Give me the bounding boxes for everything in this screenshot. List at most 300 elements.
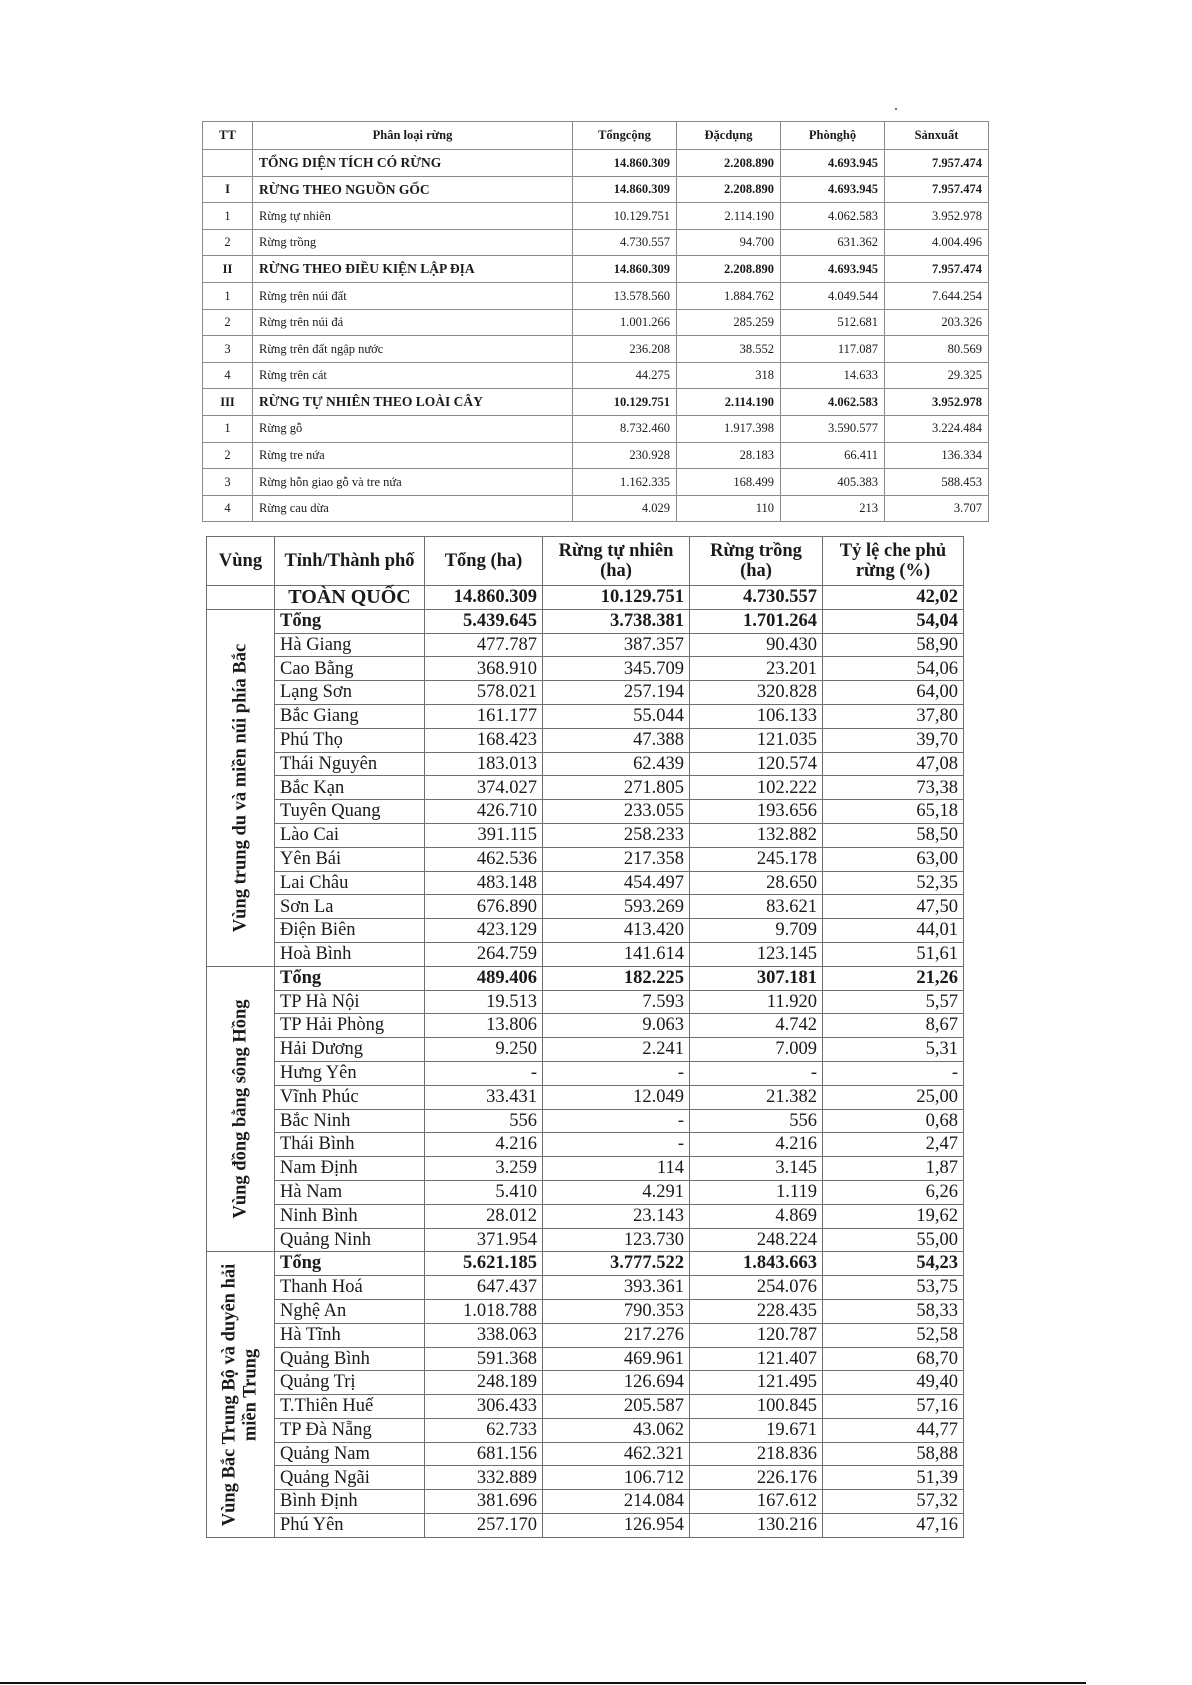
cell-cover: 51,39 (823, 1466, 964, 1490)
cell-planted: 23.201 (690, 657, 823, 681)
cell-planted: 106.133 (690, 704, 823, 728)
cell-protection: 4.062.583 (781, 203, 885, 230)
cell-cover: 39,70 (823, 728, 964, 752)
cell-natural: 2.241 (543, 1038, 690, 1062)
table-row (203, 362, 989, 389)
table-row (207, 1466, 964, 1490)
cell-total: 381.696 (425, 1490, 543, 1514)
cell-total: 489.406 (425, 966, 543, 990)
provincial-forest-cover-table (206, 536, 964, 1538)
cell-production: 3.952.978 (885, 389, 989, 416)
cell-cover: 52,35 (823, 871, 964, 895)
cell-planted: 307.181 (690, 966, 823, 990)
cell-natural: 62.439 (543, 752, 690, 776)
cell-cover: 8,67 (823, 1014, 964, 1038)
cell-protection: 4.049.544 (781, 282, 885, 309)
cell-special-use: 110 (677, 495, 781, 522)
cell-special-use: 2.114.190 (677, 203, 781, 230)
cell-total: 4.029 (573, 495, 677, 522)
cell-natural: 217.276 (543, 1323, 690, 1347)
cell-province: Bình Định (275, 1490, 425, 1514)
cell-planted: 228.435 (690, 1299, 823, 1323)
cell-natural: 10.129.751 (543, 586, 690, 610)
cell-province: Hoà Bình (275, 942, 425, 966)
cell-total: 230.928 (573, 442, 677, 469)
cell-total: 8.732.460 (573, 415, 677, 442)
cell-natural: 387.357 (543, 633, 690, 657)
table-row (203, 336, 989, 363)
cell-classification: Rừng tự nhiên (253, 203, 573, 230)
cell-natural: 790.353 (543, 1299, 690, 1323)
cell-natural: 462.321 (543, 1442, 690, 1466)
cell-province: Quảng Ninh (275, 1228, 425, 1252)
cell-total: 14.860.309 (573, 150, 677, 177)
cell-special-use: 2.114.190 (677, 389, 781, 416)
national-label: TOÀN QUỐC (275, 586, 425, 610)
cell-natural: 126.954 (543, 1514, 690, 1538)
cell-planted: 102.222 (690, 776, 823, 800)
cell-total: 483.148 (425, 871, 543, 895)
table-row (207, 1347, 964, 1371)
cell-cover: - (823, 1061, 964, 1085)
national-total-row (207, 586, 964, 610)
cell-tt: I (203, 176, 253, 203)
region-cell-empty (207, 586, 275, 610)
cell-province: Phú Thọ (275, 728, 425, 752)
cell-planted: 28.650 (690, 871, 823, 895)
cell-natural: 217.358 (543, 847, 690, 871)
table-row (207, 823, 964, 847)
cell-planted: 4.742 (690, 1014, 823, 1038)
cell-protection: 14.633 (781, 362, 885, 389)
cell-planted: 226.176 (690, 1466, 823, 1490)
cell-tt (203, 150, 253, 177)
cell-total: 374.027 (425, 776, 543, 800)
cell-total: 168.423 (425, 728, 543, 752)
cell-total: 426.710 (425, 800, 543, 824)
table-row (207, 1490, 964, 1514)
cell-natural: 23.143 (543, 1204, 690, 1228)
cell-cover: 19,62 (823, 1204, 964, 1228)
region-total-row (207, 966, 964, 990)
cell-cover: 65,18 (823, 800, 964, 824)
cell-cover: 54,23 (823, 1252, 964, 1276)
cell-protection: 405.383 (781, 469, 885, 496)
header-region: Vùng (207, 537, 275, 586)
cell-protection: 4.693.945 (781, 256, 885, 283)
header-special-use: Đặcdụng (677, 122, 781, 150)
cell-natural: 257.194 (543, 681, 690, 705)
cell-cover: 6,26 (823, 1180, 964, 1204)
cell-special-use: 285.259 (677, 309, 781, 336)
cell-classification: RỪNG TỰ NHIÊN THEO LOÀI CÂY (253, 389, 573, 416)
cell-tt: 3 (203, 336, 253, 363)
cell-cover: 47,08 (823, 752, 964, 776)
table-row (207, 1180, 964, 1204)
table-row (207, 942, 964, 966)
cell-total: 14.860.309 (425, 586, 543, 610)
table-row (203, 442, 989, 469)
cell-province: Phú Yên (275, 1514, 425, 1538)
cell-province: Hải Dương (275, 1038, 425, 1062)
table-row (207, 1014, 964, 1038)
cell-tt: III (203, 389, 253, 416)
cell-total: 647.437 (425, 1276, 543, 1300)
header-total-ha: Tổng (ha) (425, 537, 543, 586)
table-row (207, 657, 964, 681)
cell-province: Thái Nguyên (275, 752, 425, 776)
table-row (207, 1442, 964, 1466)
cell-cover: 63,00 (823, 847, 964, 871)
cell-cover: 2,47 (823, 1133, 964, 1157)
cell-total: 578.021 (425, 681, 543, 705)
cell-classification: Rừng cau dừa (253, 495, 573, 522)
cell-planted: 7.009 (690, 1038, 823, 1062)
cell-total: 5.439.645 (425, 609, 543, 633)
cell-province: Tuyên Quang (275, 800, 425, 824)
cell-cover: 47,16 (823, 1514, 964, 1538)
cell-planted: 123.145 (690, 942, 823, 966)
cell-total: 33.431 (425, 1085, 543, 1109)
cell-natural: 9.063 (543, 1014, 690, 1038)
header-tt: TT (203, 122, 253, 150)
cell-province: Lai Châu (275, 871, 425, 895)
table-row (207, 1395, 964, 1419)
cell-total: 161.177 (425, 704, 543, 728)
cell-planted: 556 (690, 1109, 823, 1133)
cell-province: Hưng Yên (275, 1061, 425, 1085)
cell-natural: 12.049 (543, 1085, 690, 1109)
table-row (207, 800, 964, 824)
cell-cover: 58,50 (823, 823, 964, 847)
cell-protection: 3.590.577 (781, 415, 885, 442)
cell-planted: 121.495 (690, 1371, 823, 1395)
cell-total: 477.787 (425, 633, 543, 657)
forest-classification-table (202, 121, 989, 522)
cell-planted: 254.076 (690, 1276, 823, 1300)
cell-natural: 3.738.381 (543, 609, 690, 633)
cell-natural: 233.055 (543, 800, 690, 824)
cell-total: 556 (425, 1109, 543, 1133)
cell-total: 5.621.185 (425, 1252, 543, 1276)
cell-production: 3.707 (885, 495, 989, 522)
cell-total: 1.162.335 (573, 469, 677, 496)
cell-planted: 100.845 (690, 1395, 823, 1419)
cell-natural: 3.777.522 (543, 1252, 690, 1276)
table-row (207, 704, 964, 728)
region-label-line: Vùng Bắc Trung Bộ và duyên hải (219, 1263, 240, 1526)
header-protection: Phònghộ (781, 122, 885, 150)
cell-production: 136.334 (885, 442, 989, 469)
cell-province: T.Thiên Huế (275, 1395, 425, 1419)
cell-natural: 114 (543, 1157, 690, 1181)
cell-production: 7.957.474 (885, 256, 989, 283)
cell-total: 462.536 (425, 847, 543, 871)
cell-planted: 120.574 (690, 752, 823, 776)
table-row (207, 1371, 964, 1395)
cell-province: Sơn La (275, 895, 425, 919)
cell-planted: 9.709 (690, 919, 823, 943)
cell-total: 236.208 (573, 336, 677, 363)
cell-natural: - (543, 1109, 690, 1133)
header-classification: Phân loại rừng (253, 122, 573, 150)
table-header-row (203, 122, 989, 150)
cell-special-use: 38.552 (677, 336, 781, 363)
cell-total: 338.063 (425, 1323, 543, 1347)
cell-special-use: 2.208.890 (677, 176, 781, 203)
section-row (203, 150, 989, 177)
cell-natural: 258.233 (543, 823, 690, 847)
table-row (207, 1299, 964, 1323)
cell-cover: 44,77 (823, 1418, 964, 1442)
cell-province: Hà Nam (275, 1180, 425, 1204)
cell-planted: 121.407 (690, 1347, 823, 1371)
cell-tt: 2 (203, 442, 253, 469)
cell-province: Nam Định (275, 1157, 425, 1181)
cell-planted: 120.787 (690, 1323, 823, 1347)
cell-cover: 64,00 (823, 681, 964, 705)
cell-planted: 320.828 (690, 681, 823, 705)
cell-natural: - (543, 1133, 690, 1157)
cell-natural: 469.961 (543, 1347, 690, 1371)
table-row (207, 752, 964, 776)
cell-total: - (425, 1061, 543, 1085)
cell-cover: 37,80 (823, 704, 964, 728)
cell-province: Tổng (275, 966, 425, 990)
region-total-row (207, 1252, 964, 1276)
cell-total: 332.889 (425, 1466, 543, 1490)
cell-protection: 4.693.945 (781, 150, 885, 177)
cell-province: Hà Giang (275, 633, 425, 657)
cell-production: 3.224.484 (885, 415, 989, 442)
cell-natural: 126.694 (543, 1371, 690, 1395)
cell-planted: 4.869 (690, 1204, 823, 1228)
table-row (207, 1228, 964, 1252)
table-row (203, 229, 989, 256)
header-natural-forest: Rừng tự nhiên (ha) (543, 537, 690, 586)
table-row (207, 1323, 964, 1347)
cell-cover: 25,00 (823, 1085, 964, 1109)
cell-cover: 57,32 (823, 1490, 964, 1514)
cell-total: 14.860.309 (573, 256, 677, 283)
table-row (207, 895, 964, 919)
table-row (207, 1038, 964, 1062)
cell-cover: 55,00 (823, 1228, 964, 1252)
cell-tt: II (203, 256, 253, 283)
cell-total: 19.513 (425, 990, 543, 1014)
cell-protection: 512.681 (781, 309, 885, 336)
cell-cover: 53,75 (823, 1276, 964, 1300)
cell-total: 44.275 (573, 362, 677, 389)
cell-province: Vĩnh Phúc (275, 1085, 425, 1109)
cell-classification: Rừng trên núi đá (253, 309, 573, 336)
cell-planted: 4.216 (690, 1133, 823, 1157)
cell-total: 391.115 (425, 823, 543, 847)
cell-province: Điện Biên (275, 919, 425, 943)
table-row (207, 633, 964, 657)
table-row (203, 203, 989, 230)
cell-special-use: 2.208.890 (677, 256, 781, 283)
cell-province: Tổng (275, 609, 425, 633)
cell-natural: 182.225 (543, 966, 690, 990)
cell-cover: 58,33 (823, 1299, 964, 1323)
cell-province: Nghệ An (275, 1299, 425, 1323)
table-row (203, 309, 989, 336)
cell-natural: 7.593 (543, 990, 690, 1014)
table-row (207, 776, 964, 800)
cell-natural: 413.420 (543, 919, 690, 943)
cell-province: TP Hải Phòng (275, 1014, 425, 1038)
cell-total: 9.250 (425, 1038, 543, 1062)
table-row (203, 415, 989, 442)
table-row (207, 1157, 964, 1181)
cell-total: 368.910 (425, 657, 543, 681)
cell-special-use: 2.208.890 (677, 150, 781, 177)
cell-total: 1.018.788 (425, 1299, 543, 1323)
cell-total: 423.129 (425, 919, 543, 943)
scan-speck (895, 108, 897, 110)
cell-production: 3.952.978 (885, 203, 989, 230)
cell-planted: - (690, 1061, 823, 1085)
region-label: Vùng trung du và miền núi phía Bắc (229, 643, 250, 932)
region-label-cell (207, 966, 275, 1252)
cell-province: Hà Tĩnh (275, 1323, 425, 1347)
cell-planted: 83.621 (690, 895, 823, 919)
header-total: Tổngcộng (573, 122, 677, 150)
cell-natural: 214.084 (543, 1490, 690, 1514)
header-production: Sảnxuất (885, 122, 989, 150)
region-label-line: miền Trung (240, 1348, 261, 1441)
cell-natural: 454.497 (543, 871, 690, 895)
cell-total: 62.733 (425, 1418, 543, 1442)
cell-total: 1.001.266 (573, 309, 677, 336)
cell-total: 28.012 (425, 1204, 543, 1228)
header-province: Tỉnh/Thành phố (275, 537, 425, 586)
cell-total: 10.129.751 (573, 389, 677, 416)
cell-planted: 132.882 (690, 823, 823, 847)
region-total-row (207, 609, 964, 633)
cell-protection: 4.693.945 (781, 176, 885, 203)
table-row (207, 1061, 964, 1085)
cell-total: 14.860.309 (573, 176, 677, 203)
region-label: Vùng đồng bằng sông Hồng (229, 999, 250, 1219)
cell-natural: 345.709 (543, 657, 690, 681)
cell-planted: 4.730.557 (690, 586, 823, 610)
cell-cover: 42,02 (823, 586, 964, 610)
table-row (207, 1514, 964, 1538)
cell-total: 10.129.751 (573, 203, 677, 230)
section-row (203, 389, 989, 416)
cell-special-use: 94.700 (677, 229, 781, 256)
cell-planted: 248.224 (690, 1228, 823, 1252)
cell-cover: 52,58 (823, 1323, 964, 1347)
cell-production: 7.957.474 (885, 176, 989, 203)
cell-natural: 271.805 (543, 776, 690, 800)
cell-total: 5.410 (425, 1180, 543, 1204)
cell-production: 7.957.474 (885, 150, 989, 177)
cell-cover: 68,70 (823, 1347, 964, 1371)
cell-cover: 5,57 (823, 990, 964, 1014)
cell-planted: 130.216 (690, 1514, 823, 1538)
cell-planted: 167.612 (690, 1490, 823, 1514)
section-row (203, 256, 989, 283)
cell-cover: 73,38 (823, 776, 964, 800)
cell-total: 306.433 (425, 1395, 543, 1419)
table-row (203, 282, 989, 309)
cell-planted: 90.430 (690, 633, 823, 657)
cell-cover: 58,88 (823, 1442, 964, 1466)
cell-cover: 49,40 (823, 1371, 964, 1395)
cell-province: Tổng (275, 1252, 425, 1276)
cell-province: Lào Cai (275, 823, 425, 847)
cell-tt: 2 (203, 229, 253, 256)
cell-tt: 1 (203, 282, 253, 309)
cell-special-use: 28.183 (677, 442, 781, 469)
cell-classification: Rừng tre nứa (253, 442, 573, 469)
cell-natural: 47.388 (543, 728, 690, 752)
cell-province: Quảng Bình (275, 1347, 425, 1371)
cell-protection: 66.411 (781, 442, 885, 469)
cell-natural: 205.587 (543, 1395, 690, 1419)
cell-classification: Rừng trên đất ngập nước (253, 336, 573, 363)
cell-classification: Rừng trên cát (253, 362, 573, 389)
cell-production: 4.004.496 (885, 229, 989, 256)
cell-cover: 5,31 (823, 1038, 964, 1062)
section-row (203, 176, 989, 203)
cell-province: Lạng Sơn (275, 681, 425, 705)
cell-province: TP Đà Nẵng (275, 1418, 425, 1442)
table-row (207, 871, 964, 895)
region-label (219, 1263, 262, 1526)
cell-natural: 123.730 (543, 1228, 690, 1252)
cell-special-use: 1.917.398 (677, 415, 781, 442)
cell-tt: 4 (203, 495, 253, 522)
cell-classification: RỪNG THEO ĐIỀU KIỆN LẬP ĐỊA (253, 256, 573, 283)
cell-classification: Rừng gỗ (253, 415, 573, 442)
cell-total: 681.156 (425, 1442, 543, 1466)
table-row (207, 1418, 964, 1442)
cell-total: 371.954 (425, 1228, 543, 1252)
cell-province: Thanh Hoá (275, 1276, 425, 1300)
cell-cover: 1,87 (823, 1157, 964, 1181)
cell-cover: 54,06 (823, 657, 964, 681)
cell-natural: - (543, 1061, 690, 1085)
cell-natural: 593.269 (543, 895, 690, 919)
cell-total: 13.578.560 (573, 282, 677, 309)
cell-classification: TỔNG DIỆN TÍCH CÓ RỪNG (253, 150, 573, 177)
cell-total: 183.013 (425, 752, 543, 776)
table-row (207, 728, 964, 752)
cell-cover: 21,26 (823, 966, 964, 990)
cell-natural: 43.062 (543, 1418, 690, 1442)
cell-planted: 11.920 (690, 990, 823, 1014)
table-row (203, 469, 989, 496)
cell-cover: 58,90 (823, 633, 964, 657)
cell-production: 588.453 (885, 469, 989, 496)
header-cover-ratio: Tỷ lệ che phủ rừng (%) (823, 537, 964, 586)
page-bottom-border (0, 1682, 1086, 1684)
cell-production: 80.569 (885, 336, 989, 363)
cell-production: 7.644.254 (885, 282, 989, 309)
cell-planted: 1.701.264 (690, 609, 823, 633)
cell-tt: 3 (203, 469, 253, 496)
cell-planted: 1.119 (690, 1180, 823, 1204)
table-row (207, 990, 964, 1014)
cell-tt: 4 (203, 362, 253, 389)
cell-planted: 19.671 (690, 1418, 823, 1442)
table-row (207, 847, 964, 871)
cell-total: 4.216 (425, 1133, 543, 1157)
